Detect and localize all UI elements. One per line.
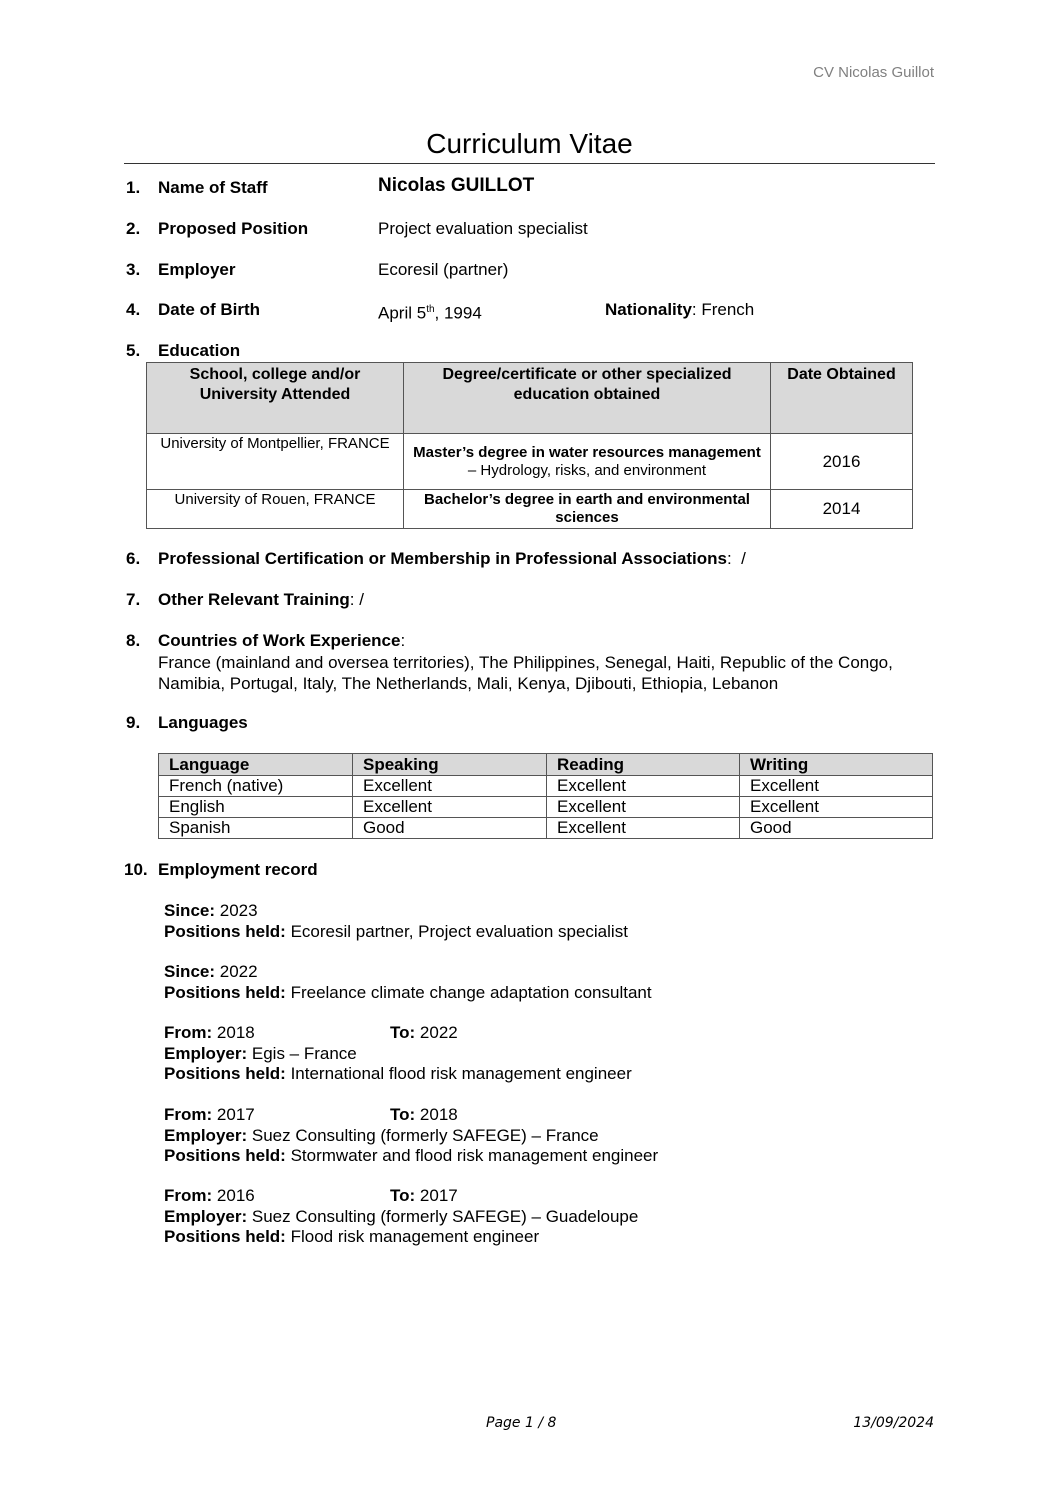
- title-divider: [124, 163, 935, 164]
- period-line: [164, 1023, 764, 1044]
- page-number: Page 1 / 8: [486, 1415, 557, 1431]
- degree-cell: [404, 490, 771, 529]
- document-title: Curriculum Vitae: [426, 128, 633, 159]
- speaking-cell: Excellent: [353, 776, 547, 797]
- employer-line: [164, 1126, 764, 1147]
- school-cell: University of Rouen, FRANCE: [147, 490, 404, 529]
- field-value: Project evaluation specialist: [378, 219, 588, 238]
- section-label: Employment record: [158, 860, 318, 879]
- positions-label: Positions held:: [164, 1146, 286, 1165]
- field-label: Proposed Position: [158, 219, 309, 238]
- to-field: [390, 1105, 458, 1126]
- period-line: [164, 1105, 764, 1126]
- field-number: 6.: [126, 549, 141, 568]
- positions-value: Stormwater and flood risk management engineer: [290, 1146, 659, 1165]
- language-cell: French (native): [159, 776, 353, 797]
- speaking-cell: Good: [353, 818, 547, 839]
- field-number: 7.: [126, 590, 141, 609]
- column-header: Writing: [740, 754, 933, 776]
- field-label: Date of Birth: [158, 300, 260, 319]
- degree-cell: [404, 434, 771, 490]
- running-header: CV Nicolas Guillot: [813, 64, 934, 81]
- dob-suffix: th: [426, 304, 435, 315]
- employer-label: Employer:: [164, 1125, 248, 1145]
- writing-cell: Excellent: [740, 776, 933, 797]
- from-label: From:: [164, 1105, 213, 1124]
- field-number: 10.: [124, 860, 148, 879]
- positions-label: Positions held:: [164, 982, 286, 1002]
- footer-date: 13/09/2024: [853, 1415, 934, 1431]
- section-training: [0, 590, 1058, 610]
- employer-line: [164, 1207, 764, 1228]
- positions-line: [164, 1227, 764, 1248]
- section-label: Other Relevant Training: [158, 590, 350, 609]
- education-header-row: [147, 363, 913, 434]
- nationality-value: : French: [691, 300, 755, 319]
- date-cell: 2014: [771, 490, 913, 529]
- languages-header-row: [159, 754, 933, 776]
- dob-day: April 5: [378, 303, 427, 323]
- section-label: Languages: [158, 713, 248, 732]
- degree-title: Master’s degree in water resources management: [413, 443, 761, 461]
- since-value: 2022: [219, 962, 258, 981]
- column-header: Language: [159, 754, 353, 776]
- positions-line: [164, 922, 628, 943]
- since-line: [164, 901, 628, 922]
- training-value: : /: [349, 590, 364, 609]
- field-name: [0, 175, 1058, 200]
- field-position: [0, 219, 1058, 241]
- field-label: Name of Staff: [158, 178, 268, 197]
- speaking-cell: Excellent: [353, 797, 547, 818]
- writing-cell: Excellent: [740, 797, 933, 818]
- countries-heading: [158, 631, 405, 651]
- employer-value: Suez Consulting (formerly SAFEGE) – Guadeloupe: [251, 1206, 639, 1226]
- to-value: 2022: [419, 1023, 458, 1042]
- employment-entry: [164, 1023, 764, 1085]
- positions-label: Positions held:: [164, 921, 286, 941]
- column-header: Date Obtained: [771, 363, 913, 434]
- table-row: [147, 490, 913, 529]
- employment-entry: [164, 901, 628, 942]
- positions-line: [164, 1064, 764, 1085]
- field-value: Ecoresil (partner): [378, 260, 509, 279]
- section-languages: [0, 713, 1058, 733]
- employment-entry: [164, 1186, 764, 1248]
- column-header: Speaking: [353, 754, 547, 776]
- since-label: Since:: [164, 962, 216, 981]
- to-field: [390, 1186, 458, 1207]
- reading-cell: Excellent: [547, 818, 740, 839]
- section-label: Professional Certification or Membership in Professional Associations: [158, 549, 728, 568]
- employer-label: Employer:: [164, 1206, 248, 1226]
- to-value: 2018: [419, 1105, 458, 1124]
- table-row: [159, 797, 933, 818]
- field-number: 1.: [126, 178, 141, 197]
- positions-value: International flood risk management engineer: [290, 1064, 632, 1083]
- field-number: 2.: [126, 219, 141, 238]
- to-field: [390, 1023, 458, 1044]
- to-label: To:: [390, 1105, 416, 1124]
- to-label: To:: [390, 1186, 416, 1205]
- positions-line: [164, 983, 652, 1004]
- section-education: [0, 341, 1058, 361]
- language-cell: Spanish: [159, 818, 353, 839]
- employer-value: Suez Consulting (formerly SAFEGE) – France: [251, 1125, 599, 1145]
- school-cell: University of Montpellier, FRANCE: [147, 434, 404, 490]
- dob-year: , 1994: [434, 303, 482, 323]
- degree-detail: – Hydrology, risks, and environment: [467, 461, 707, 479]
- column-header: Reading: [547, 754, 740, 776]
- since-line: [164, 962, 652, 983]
- positions-label: Positions held:: [164, 1227, 286, 1246]
- countries-list: France (mainland and oversea territories), The Philippines, Senegal, Haiti, Republic of the Congo, Namibia, Portugal, Italy, The Netherlands, Mali, Kenya, Djibouti, Ethiopia, Lebanon: [158, 653, 893, 693]
- employment-entry: [164, 1105, 764, 1167]
- section-employment: [0, 860, 1058, 880]
- nationality-label: Nationality: [605, 300, 692, 319]
- section-label: Countries of Work Experience: [158, 631, 401, 650]
- nationality: [605, 300, 754, 320]
- to-label: To:: [390, 1023, 416, 1042]
- from-label: From:: [164, 1023, 213, 1042]
- positions-line: [164, 1146, 764, 1167]
- writing-cell: Good: [740, 818, 933, 839]
- field-number: 4.: [126, 300, 141, 319]
- field-number: 5.: [126, 341, 141, 360]
- certification-value: : /: [727, 549, 746, 568]
- section-label: Education: [158, 341, 241, 360]
- field-number: 3.: [126, 260, 141, 279]
- table-row: [159, 818, 933, 839]
- field-employer: [0, 260, 1058, 282]
- period-line: [164, 1186, 764, 1207]
- section-countries: [0, 631, 1058, 693]
- certification-line: [158, 549, 746, 569]
- languages-table: [158, 753, 933, 839]
- from-value: 2017: [216, 1105, 255, 1124]
- from-value: 2016: [216, 1186, 255, 1205]
- table-row: [147, 434, 913, 490]
- degree-title: Bachelor’s degree in earth and environmental sciences: [424, 491, 750, 526]
- field-number: 8.: [126, 631, 141, 650]
- positions-value: Flood risk management engineer: [290, 1227, 540, 1246]
- employer-label: Employer:: [164, 1043, 248, 1063]
- positions-label: Positions held:: [164, 1064, 286, 1083]
- section-certification: [0, 549, 1058, 569]
- since-value: 2023: [219, 901, 258, 920]
- since-label: Since:: [164, 901, 216, 920]
- from-label: From:: [164, 1186, 213, 1205]
- reading-cell: Excellent: [547, 797, 740, 818]
- column-header: Degree/certificate or other specialized education obtained: [404, 363, 771, 434]
- training-line: [158, 590, 364, 610]
- date-cell: 2016: [771, 434, 913, 490]
- dob-value: [378, 300, 482, 324]
- positions-value: Freelance climate change adaptation consultant: [290, 982, 652, 1002]
- employment-entry: [164, 962, 652, 1003]
- employer-line: [164, 1044, 764, 1065]
- to-value: 2017: [419, 1186, 458, 1205]
- from-value: 2018: [216, 1023, 255, 1042]
- colon: :: [400, 631, 406, 650]
- field-dob: [0, 300, 1058, 322]
- column-header: School, college and/or University Attended: [147, 363, 404, 434]
- staff-name: Nicolas GUILLOT: [378, 175, 535, 196]
- field-number: 9.: [126, 713, 141, 732]
- table-row: [159, 776, 933, 797]
- language-cell: English: [159, 797, 353, 818]
- employer-value: Egis – France: [251, 1043, 357, 1063]
- field-label: Employer: [158, 260, 236, 279]
- education-table: [146, 362, 913, 529]
- reading-cell: Excellent: [547, 776, 740, 797]
- positions-value: Ecoresil partner, Project evaluation specialist: [290, 921, 628, 941]
